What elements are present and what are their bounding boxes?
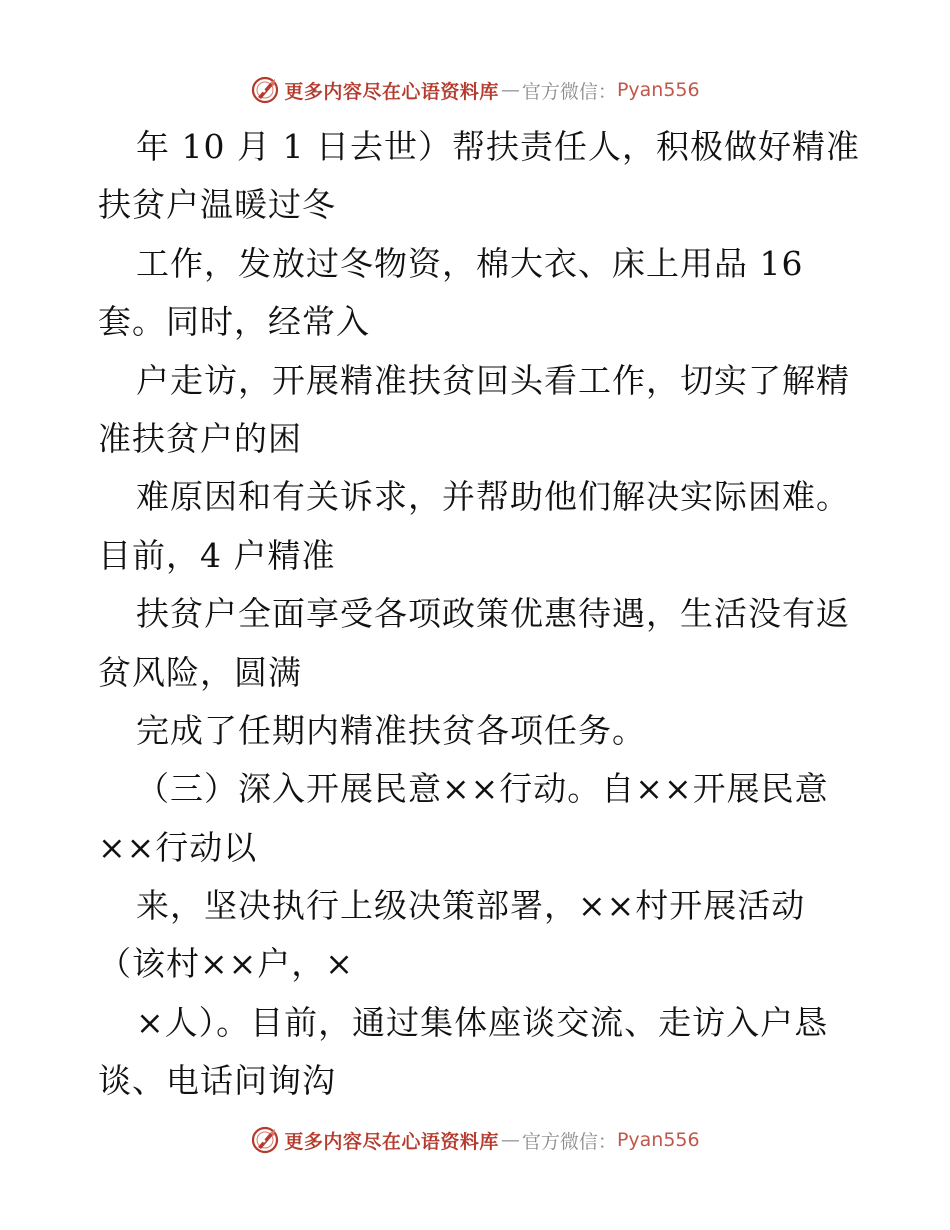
banner-wechat-label: 官方微信： <box>521 1130 617 1153</box>
text-line: ×人）。目前，通过集体座谈交流、走访入户恳 <box>136 1002 829 1042</box>
text-line: （三）深入开展民意××行动。自××开展民意 <box>136 769 829 809</box>
header-banner <box>0 70 950 110</box>
banner-dash: — <box>500 1129 520 1151</box>
banner-wechat-id: Pyan556 <box>616 1129 700 1151</box>
text-line: 户走访，开展精准扶贫回头看工作，切实了解精 <box>136 360 850 400</box>
text-line: 扶贫户全面享受各项政策优惠待遇，生活没有返 <box>136 594 850 634</box>
text-line: 工作，发放过冬物资，棉大衣、床上用品 16 <box>136 243 804 283</box>
text-line: 年 10 月 1 日去世）帮扶责任人，积极做好精准 <box>136 127 860 166</box>
banner-wechat-label: 官方微信： <box>521 80 617 103</box>
text-line: 谈、电话问询沟 <box>98 1061 336 1101</box>
quill-pen-logo-icon <box>250 1125 280 1155</box>
text-line: 贫风险，圆满 <box>98 652 302 692</box>
text-line: 准扶贫户的困 <box>98 418 302 458</box>
text-line: 完成了任期内精准扶贫各项任务。 <box>136 710 646 750</box>
text-line: 目前，4 户精准 <box>98 535 336 575</box>
text-line: 套。同时，经常入 <box>98 302 370 342</box>
document-body <box>98 118 868 1111</box>
text-line: ××行动以 <box>98 827 258 867</box>
banner-brand-text: 更多内容尽在心语资料库 <box>284 80 499 103</box>
banner-dash: — <box>500 79 520 101</box>
text-line: 来，坚决执行上级决策部署，××村开展活动 <box>136 886 806 926</box>
footer-banner <box>0 1120 950 1160</box>
text-line: （该村××户，× <box>98 944 354 984</box>
banner-wechat-id: Pyan556 <box>616 79 700 101</box>
text-line: 扶贫户温暖过冬 <box>98 185 336 225</box>
text-line: 难原因和有关诉求，并帮助他们解决实际困难。 <box>136 477 850 517</box>
banner-brand-text: 更多内容尽在心语资料库 <box>284 1130 499 1153</box>
quill-pen-logo-icon <box>250 75 280 105</box>
